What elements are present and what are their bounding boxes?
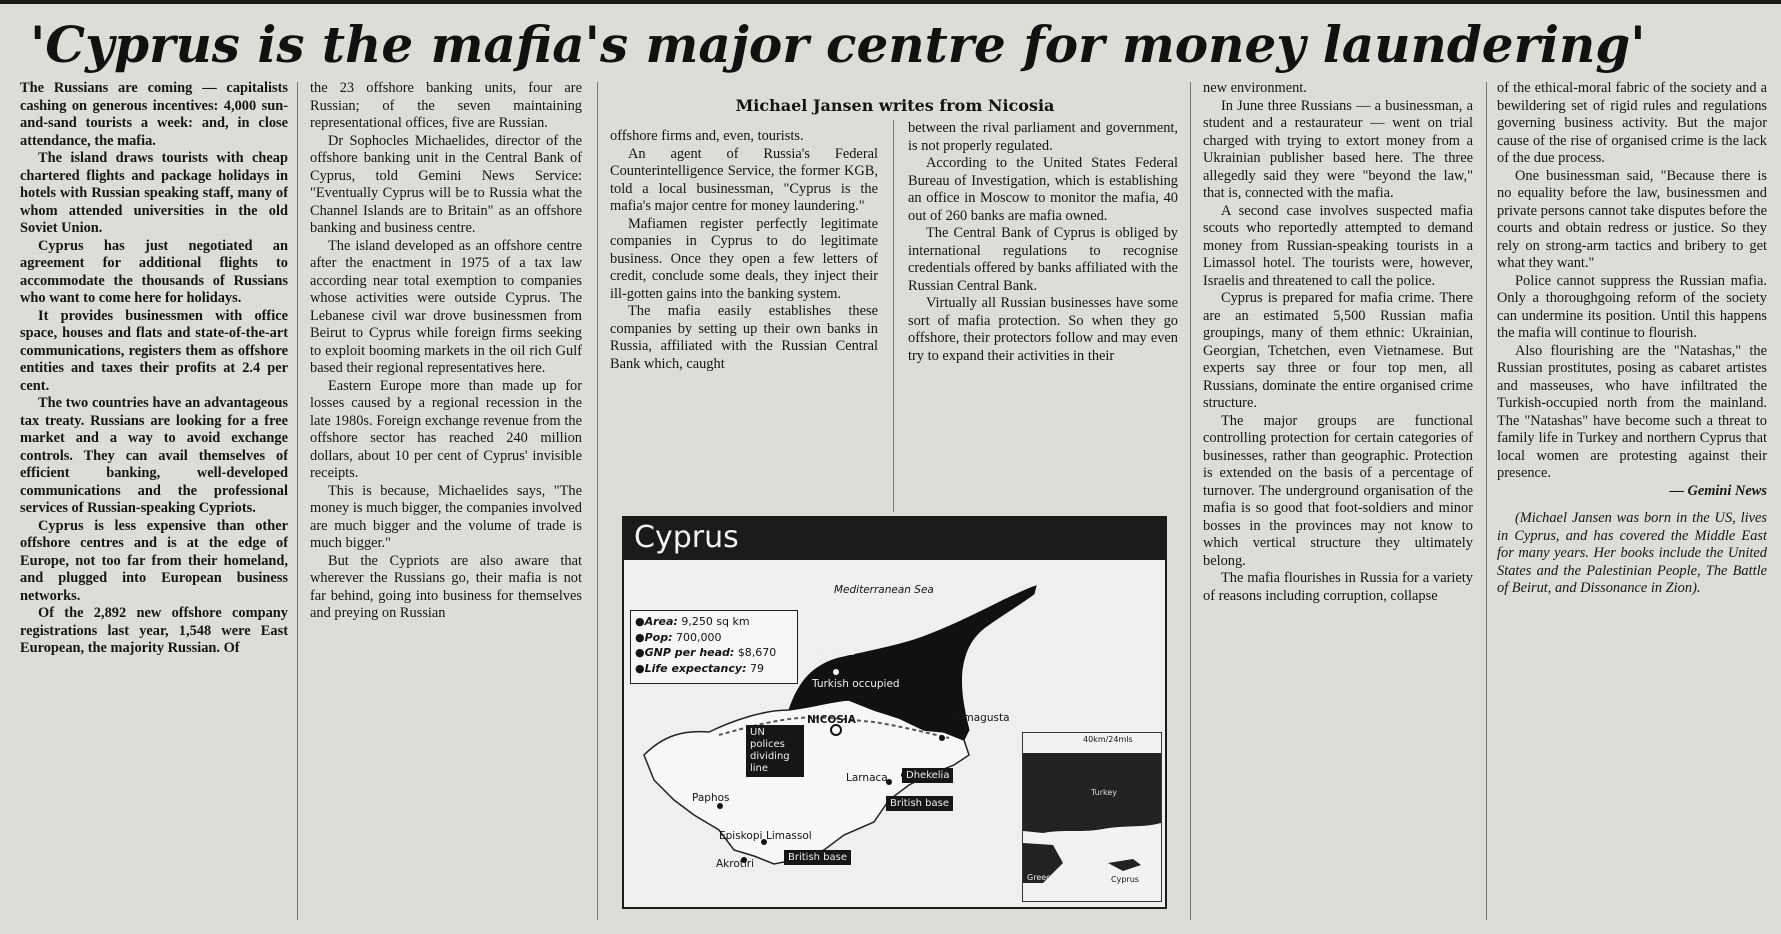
paragraph: A second case involves suspected mafia scouts who reportedly attempted to demand money from Russian-speaking tourists in a Limassol hotel. The tourists were, however, Israelis and threatened to call the police. <box>1203 202 1473 289</box>
paragraph: The mafia easily establishes these companies by setting up their own banks in Russia, affiliated with the Russian Central Bank which, caught <box>610 303 878 372</box>
dhekelia-label: Dhekelia <box>902 768 953 783</box>
map-area <box>624 560 1165 907</box>
column-divider <box>893 120 894 512</box>
sea-label: Mediterranean Sea <box>834 584 934 596</box>
paragraph: Cyprus is less expensive than other offshore centres and is at the edge of Europe, not too far from their homeland, and plugged into European business networks. <box>20 517 288 604</box>
british-base-label-1: British base <box>886 796 953 811</box>
fact-life-expectancy: ●Life expectancy: 79 <box>635 661 764 675</box>
column-divider <box>297 82 298 920</box>
fact-population: ●Pop: 700,000 <box>635 630 722 644</box>
paragraph: the 23 offshore banking units, four are Russian; of the seven maintaining representational offices, five are Russian. <box>310 80 582 131</box>
column-divider <box>1486 82 1487 920</box>
article-column-4 <box>908 120 1178 510</box>
paragraph: Of the 2,892 new offshore company registrations last year, 1,548 were East European, the majority Russian. Of <box>20 605 288 656</box>
kyrenia-label: Kyrenia <box>816 646 855 658</box>
paragraph: between the rival parliament and government, is not properly regulated. <box>908 120 1178 154</box>
paragraph: The island draws tourists with cheap chartered flights and package holidays in hotels with Russian speaking staff, many of whom attended universities in the old Soviet Union. <box>20 150 288 236</box>
top-rule <box>0 0 1781 4</box>
source-credit: — Gemini News <box>1669 482 1767 499</box>
inset-cyprus-label: Cyprus <box>1111 875 1139 884</box>
paragraph: Eastern Europe more than made up for losses caused by a regional recession in the late 1980s. Foreign exchange revenue from the offshore sector has reached 240 million dollars, about 10 per cent of Cyprus' invisible receipts. <box>310 377 582 481</box>
map-title: Cyprus <box>634 520 739 555</box>
paragraph: But the Cypriots are also aware that wherever the Russians go, their mafia is not far behind, going into business for themselves and preying on Russian <box>310 552 582 621</box>
limassol-label: Limassol <box>766 830 812 842</box>
paragraph: The Central Bank of Cyprus is obliged by international regulations to recognise credentials offered by banks affiliated with the Russian Central Bank. <box>908 225 1178 294</box>
paragraph: offshore firms and, even, tourists. <box>610 128 804 144</box>
inset-greece-label: Greece <box>1027 873 1056 882</box>
fact-box <box>630 610 798 684</box>
fact-gnp: ●GNP per head: $8,670 <box>635 646 777 659</box>
article-column-2 <box>310 80 582 920</box>
paragraph: The major groups are functional controlling protection for certain categories of businesses, rather than geographic. Protection is extended on the basis of a percentage of turnover. The underground organisation of the mafia is so good that foot-soldiers and minor bosses in the provinces may not know to which vertical structure they ultimately belong. <box>1203 412 1473 569</box>
column-divider <box>597 82 598 920</box>
paragraph: One businessman said, "Because there is no equality before the law, businessmen and private persons cannot take disputes before the courts and obtain redress or justice. So they rely on strong-arm tactics and bribery to get what they want." <box>1497 167 1767 271</box>
paragraph: Cyprus has just negotiated an agreement for additional flights to accommodate the thousands of Russians who want to come here for holidays. <box>20 237 288 306</box>
headline: 'Cyprus is the mafia's major centre for money laundering' <box>30 15 1646 74</box>
cyprus-map <box>622 516 1167 909</box>
episkopi-label: Episkopi <box>719 830 763 842</box>
paphos-label: Paphos <box>692 792 730 804</box>
fact-area: ●Area: 9,250 sq km <box>635 615 750 628</box>
column-divider <box>1190 82 1191 920</box>
un-line-label: UN polices dividing line <box>746 725 804 777</box>
byline: Michael Jansen writes from Nicosia <box>735 96 1055 115</box>
locator-inset <box>1022 732 1162 902</box>
turkish-occupied-label: Turkish occupied <box>812 678 900 690</box>
paragraph: Mafiamen register perfectly legitimate companies in Cyprus to do legitimate business. Once they open a few letters of credit, conclude some deals, they inject their ill-gotten gains into the banking system. <box>610 215 878 302</box>
article-column-3 <box>610 128 878 510</box>
paragraph: Also flourishing are the "Natashas," the Russian prostitutes, posing as cabaret artistes and masseuses, who have infiltrated the Turkish-occupied north from the mainland. The "Natashas" have become such a threat to family life in Turkey and northern Cyprus that local women are protesting against their presence. <box>1497 342 1767 481</box>
inset-cyprus-shape <box>1108 859 1141 871</box>
kyrenia-marker <box>833 669 839 675</box>
inset-turkey-label: Turkey <box>1091 788 1118 797</box>
paragraph: new environment. <box>1203 80 1307 96</box>
paragraph: The two countries have an advantageous tax treaty. Russians are looking for a free market and a way to avoid exchange controls. They can avail themselves of efficient banking, well-developed communications and the professional services of Russian-speaking Cypriots. <box>20 395 288 516</box>
paragraph: The island developed as an offshore centre after the enactment in 1975 of a tax law according near total exemption to companies whose activities were outside Cyprus. The Lebanese civil war drove businessmen from Beirut to Cyprus while foreign firms seeking to exploit booming markets in the oil rich Gulf based their regional representatives here. <box>310 237 582 376</box>
paragraph: Police cannot suppress the Russian mafia. Only a thoroughgoing reform of the society can undermine its position. Until this happens the mafia will continue to flourish. <box>1497 272 1767 341</box>
larnaca-label: Larnaca <box>846 772 888 784</box>
article-column-6 <box>1497 80 1767 920</box>
paragraph: This is because, Michaelides says, "The money is much bigger, the companies involved are much bigger and the volume of trade is much bigger." <box>310 482 582 551</box>
article-column-1 <box>20 80 288 920</box>
paragraph: In June three Russians — a businessman, a student and a restaurateur — went on trial charged with trying to extort money from a Ukrainian publisher based here. The three allegedly said they were "beyond the law," that is, connected with the mafia. <box>1203 97 1473 201</box>
paragraph: Dr Sophocles Michaelides, director of the offshore banking unit in the Central Bank of Cyprus, told Gemini News Service: "Eventually Cyprus will be to Russia what the Channel Islands are to Britain" as an offshore banking and business centre. <box>310 132 582 236</box>
paragraph: According to the United States Federal Bureau of Investigation, which is establishing an office in Moscow to monitor the mafia, 40 out of 260 banks are mafia owned. <box>908 155 1178 224</box>
nicosia-label: NICOSIA <box>807 714 856 726</box>
paragraph: The Russians are coming — capitalists cashing on generous incentives: 4,000 sun-and-sand tourists a week: and, in close attendance, the mafia. <box>20 80 288 149</box>
british-base-label-2: British base <box>784 850 851 865</box>
paragraph: It provides businessmen with office space, houses and flats and state-of-the-art communications, registers them as offshore entities and taxes their profits at 2.4 per cent. <box>20 307 288 394</box>
famagusta-marker <box>939 735 945 741</box>
article-column-5 <box>1203 80 1473 920</box>
paragraph: The mafia flourishes in Russia for a variety of reasons including corruption, collapse <box>1203 570 1473 604</box>
author-bio: (Michael Jansen was born in the US, lives in Cyprus, and has covered the Middle East for many years. Her books include the United States and the Palestinian People, The Battle of Beirut, and Dissonance in Zion). <box>1497 510 1767 596</box>
scale-label: 40km/24mls <box>1083 735 1133 744</box>
paragraph: An agent of Russia's Federal Counterintelligence Service, the former KGB, told a local businessman, "Cyprus is the mafia's major centre for money laundering." <box>610 145 878 214</box>
famagusta-label: Famagusta <box>952 712 1010 724</box>
akrotiri-label: Akrotiri <box>716 858 755 870</box>
paragraph: of the ethical-moral fabric of the society and a bewildering set of rigid rules and regulations governing business activity. But the major cause of the rise of organised crime is the lack of the due process. <box>1497 80 1767 166</box>
paragraph: Virtually all Russian businesses have some sort of mafia protection. So when they go offshore, their protectors follow and may even try to expand their activities in their <box>908 295 1178 364</box>
paragraph: Cyprus is prepared for mafia crime. There are an estimated 5,500 Russian mafia groupings, many of them ethnic: Ukrainian, Georgian, Tchetchen, even Vietnamese. But experts say three or four top men, all Russians, dominate the entire organised crime structure. <box>1203 290 1473 411</box>
